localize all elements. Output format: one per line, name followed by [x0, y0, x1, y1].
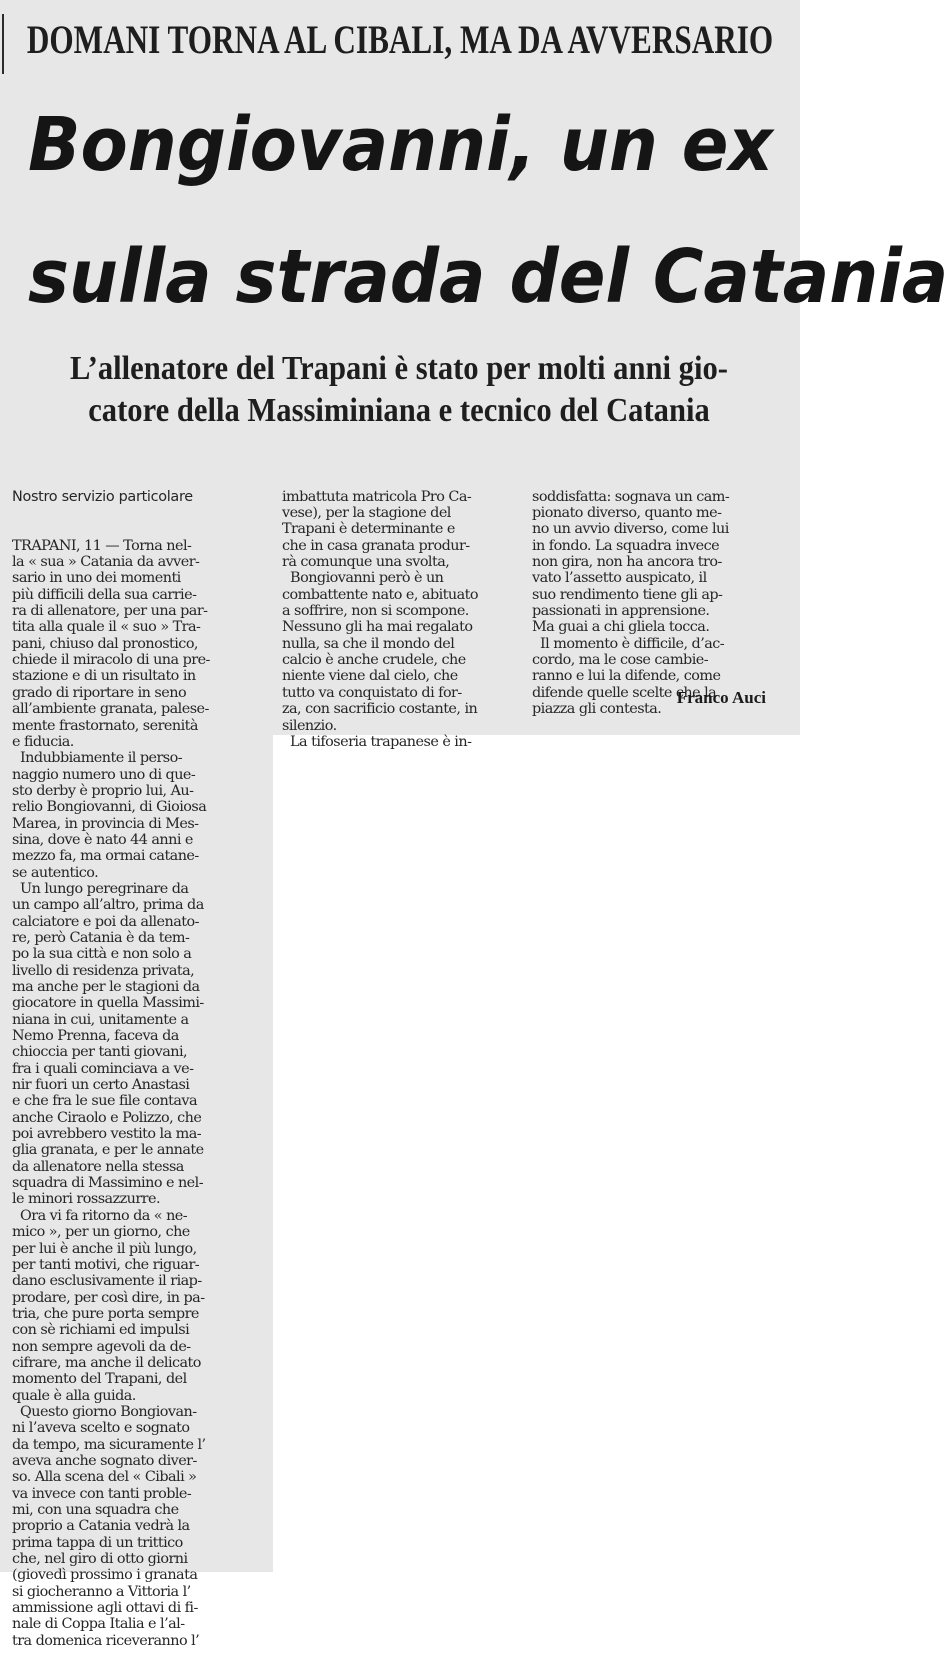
text-line: a soffrire, non si scompone. [282, 603, 469, 620]
text-line: che in casa granata produr- [282, 537, 470, 554]
text-line: Nemo Prenna, faceva da [12, 1028, 179, 1045]
text-line: prodare, per così dire, in pa- [12, 1289, 205, 1306]
column-1-text [12, 538, 267, 1649]
headline-line-2: sulla strada del Catania [28, 234, 948, 320]
text-line: e che fra le sue file contava [12, 1093, 198, 1110]
text-line: TRAPANI, 11 — Torna nel- [12, 537, 192, 554]
headline-line-1: Bongiovanni, un ex [28, 102, 773, 188]
text-line: sario in uno dei momenti [12, 570, 181, 587]
text-line: chioccia per tanti giovani, [12, 1044, 188, 1061]
text-line: anche Ciraolo e Polizzo, che [12, 1109, 202, 1126]
text-line: grado di riportare in seno [12, 684, 187, 701]
text-line: combattente nato e, abituato [282, 586, 478, 603]
text-line: mezzo fa, ma ormai catane- [12, 848, 199, 865]
text-line: no un avvio diverso, come lui [532, 521, 729, 538]
text-line: cordo, ma le cose cambie- [532, 652, 709, 669]
text-line: Bongiovanni però è un [282, 570, 444, 587]
text-line: za, con sacrificio costante, in [282, 701, 478, 718]
text-line: Un lungo peregrinare da [12, 880, 189, 897]
text-line: Trapani è determinante e [282, 521, 455, 538]
text-line: rà comunque una svolta, [282, 554, 450, 571]
text-line: Ma guai a chi gliela tocca. [532, 619, 710, 636]
text-line: Marea, in provincia di Mes- [12, 815, 199, 832]
text-line: ma anche per le stagioni da [12, 979, 200, 995]
text-line: tra domenica riceveranno l’ [12, 1632, 200, 1649]
text-line: mente frastornato, serenità [12, 717, 198, 734]
text-line: niana in cui, unitamente a [12, 1011, 189, 1028]
text-line: Questo giorno Bongiovan- [12, 1403, 197, 1420]
subheadline-line-1: L’allenatore del Trapani è stato per molti anni gio- [70, 350, 728, 387]
author-signature: Franco Auci [676, 688, 766, 707]
text-line: suo rendimento tiene gli ap- [532, 586, 723, 603]
text-line: calcio è anche crudele, che [282, 652, 466, 669]
text-line: mico », per un giorno, che [12, 1224, 190, 1241]
text-line: la « sua » Catania da avver- [12, 554, 200, 571]
text-line: Nessuno gli ha mai regalato [282, 619, 473, 636]
text-line: dano esclusivamente il riap- [12, 1273, 202, 1290]
column-rule [2, 14, 4, 74]
text-line: po la sua città e non solo a [12, 946, 192, 963]
article-column-1 [12, 456, 267, 1665]
text-line: glia granata, e per le annate [12, 1142, 204, 1159]
text-line: per lui è anche il più lungo, [12, 1240, 197, 1257]
text-line: per tanti motivi, che riguar- [12, 1256, 200, 1273]
text-line: se autentico. [12, 864, 99, 881]
text-line: re, però Catania è da tem- [12, 929, 190, 946]
text-line: ra di allenatore, per una par- [12, 603, 208, 620]
text-line: va invece con tanti proble- [12, 1485, 192, 1502]
text-line: prima tappa di un trittico [12, 1534, 183, 1551]
text-line: imbattuta matricola Pro Ca- [282, 488, 472, 505]
text-line: nale di Coppa Italia e l’al- [12, 1616, 185, 1633]
text-line: quale è alla guida. [12, 1387, 136, 1404]
text-line: all’ambiente granata, palese- [12, 701, 209, 718]
text-line: vese), per la stagione del [282, 505, 451, 522]
text-line: sina, dove è nato 44 anni e [12, 831, 193, 848]
text-line: pionato diverso, quanto me- [532, 505, 722, 522]
text-line: stazione e di un risultato in [12, 668, 196, 685]
text-line: cifrare, ma anche il delicato [12, 1354, 201, 1371]
text-line: aveva anche sognato diver- [12, 1452, 197, 1469]
text-line: e fiducia. [12, 733, 74, 750]
text-line: giocatore in quella Massimi- [12, 995, 204, 1012]
text-line: tria, che pure porta sempre [12, 1305, 199, 1322]
text-line: mi, con una squadra che [12, 1502, 179, 1518]
text-line: proprio a Catania vedrà la [12, 1518, 190, 1535]
column-2-text [282, 489, 522, 751]
text-line: livello di residenza privata, [12, 962, 195, 979]
text-line: passionati in apprensione. [532, 603, 710, 620]
subheadline-line-2: catore della Massiminiana e tecnico del Catania [88, 392, 710, 429]
text-line: le minori rossazzurre. [12, 1191, 161, 1208]
text-line: niente viene dal cielo, che [282, 668, 458, 685]
text-line: naggio numero uno di que- [12, 766, 196, 783]
text-line: con sè richiami ed impulsi [12, 1322, 190, 1339]
text-line: difende quelle scelte che la [532, 684, 717, 701]
text-line: da tempo, ma sicuramente l’ [12, 1436, 206, 1453]
text-line: nulla, sa che il mondo del [282, 635, 455, 652]
text-line: più difficili della sua carrie- [12, 586, 197, 603]
text-line: squadra di Massimino e nel- [12, 1175, 204, 1192]
text-line: Il momento è difficile, d’ac- [532, 635, 725, 652]
text-line: relio Bongiovanni, di Gioiosa [12, 799, 207, 816]
text-line: un campo all’altro, prima da [12, 897, 204, 914]
kicker: DOMANI TORNA AL CIBALI, MA DA AVVERSARIO [26, 16, 774, 62]
text-line: si giocheranno a Vittoria l’ [12, 1583, 191, 1600]
text-line: vato l’assetto auspicato, il [532, 570, 707, 587]
text-line: Ora vi fa ritorno da « ne- [12, 1207, 188, 1224]
text-line: poi avrebbero vestito la ma- [12, 1126, 202, 1143]
article-column-2 [282, 456, 522, 767]
text-line: La tifoseria trapanese è in- [282, 733, 472, 750]
text-line: (giovedì prossimo i granata [12, 1567, 198, 1584]
text-line: ni l’aveva scelto e sognato [12, 1420, 190, 1437]
text-line: pani, chiuso dal pronostico, [12, 635, 198, 652]
text-line: momento del Trapani, del [12, 1371, 187, 1388]
column-3-text [532, 489, 772, 718]
text-line: so. Alla scena del « Cibali » [12, 1469, 197, 1486]
text-line: che, nel giro di otto giorni [12, 1551, 188, 1568]
text-line: fra i quali cominciava a ve- [12, 1060, 194, 1077]
text-line: non sempre agevoli da de- [12, 1338, 191, 1355]
text-line: tita alla quale il « suo » Tra- [12, 619, 201, 636]
text-line: ammissione agli ottavi di fi- [12, 1600, 198, 1617]
text-line: calciatore e poi da allenato- [12, 913, 199, 930]
text-line: Indubbiamente il perso- [12, 750, 183, 767]
credit-line: Nostro servizio particolare [12, 488, 193, 505]
text-line: silenzio. [282, 717, 337, 734]
text-line: tutto va conquistato di for- [282, 684, 462, 701]
text-line: non gira, non ha ancora tro- [532, 554, 722, 571]
text-line: chiede il miracolo di una pre- [12, 652, 210, 669]
text-line: in fondo. La squadra invece [532, 537, 720, 554]
text-line: ranno e lui la difende, come [532, 668, 721, 685]
text-line: da allenatore nella stessa [12, 1158, 184, 1175]
text-line: nir fuori un certo Anastasi [12, 1077, 190, 1094]
text-line: piazza gli contesta. [532, 701, 662, 718]
text-line: soddisfatta: sognava un cam- [532, 488, 730, 505]
text-line: sto derby è proprio lui, Au- [12, 782, 194, 799]
